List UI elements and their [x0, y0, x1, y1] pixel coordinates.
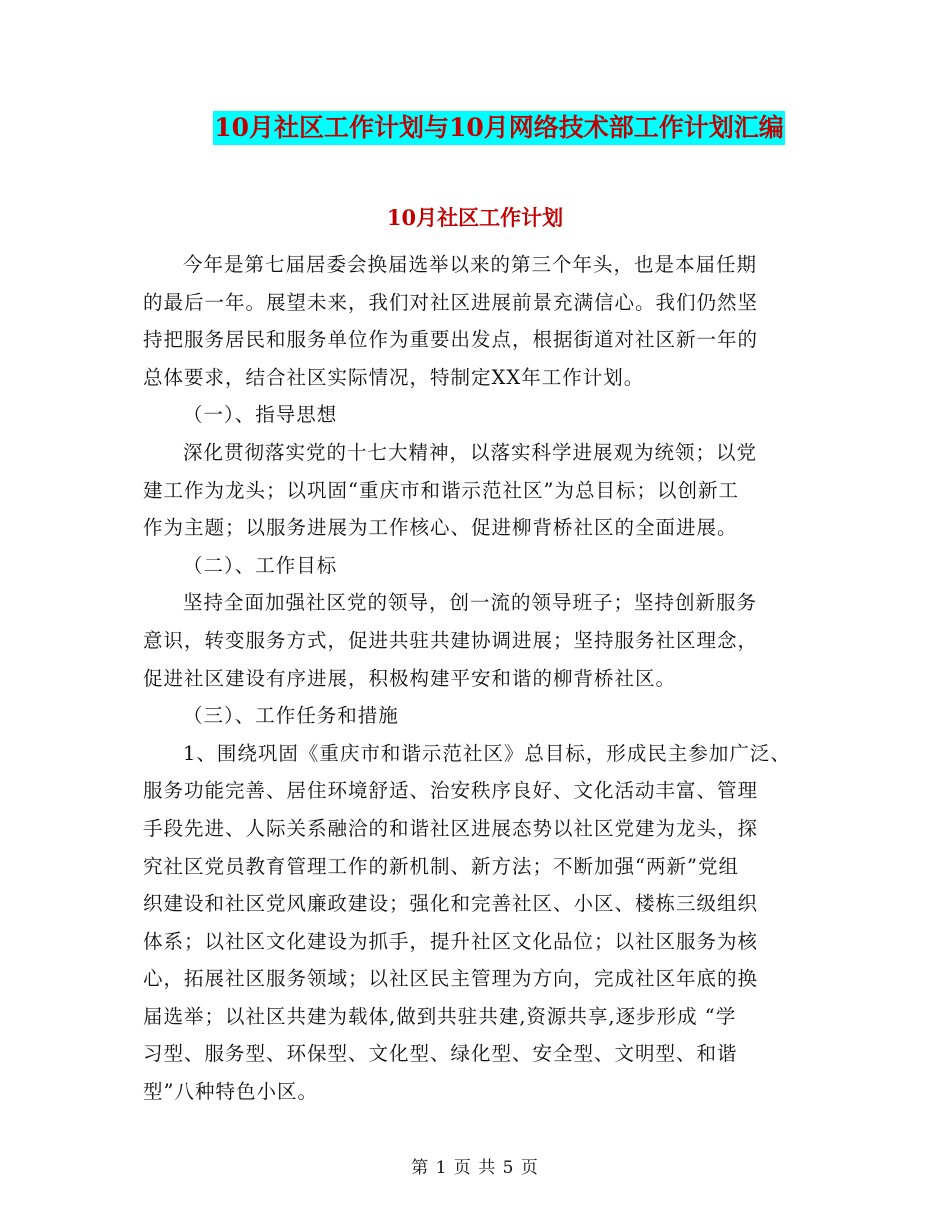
paragraph-line: （三）、工作任务和措施	[183, 704, 399, 728]
paragraph-line: 作为主题；以服务进展为工作核心、促进柳背桥社区的全面进展。	[143, 516, 738, 540]
paragraph-line: 织建设和社区党风廉政建设；强化和完善社区、小区、楼栋三级组织	[143, 892, 759, 916]
paragraph-line: 总体要求，结合社区实际情况，特制定XX年工作计划。	[143, 365, 645, 389]
document-body	[143, 246, 803, 1111]
paragraph-line: 届选举；以社区共建为载体,做到共驻共建,资源共享,逐步形成 “学	[143, 1004, 737, 1028]
paragraph-line: 服务功能完善、居住环境舒适、治安秩序良好、文化活动丰富、管理	[143, 779, 759, 803]
paragraph-line: 心，拓展社区服务领域；以社区民主管理为方向，完成社区年底的换	[143, 967, 759, 991]
paragraph-line: 持把服务居民和服务单位作为重要出发点，根据街道对社区新一年的	[143, 328, 759, 352]
section-heading: 10月社区工作计划	[386, 205, 564, 230]
paragraph-line: 体系；以社区文化建设为抓手，提升社区文化品位；以社区服务为核	[143, 929, 759, 953]
paragraph-line: 1、围绕巩固《重庆市和谐示范社区》总目标，形成民主参加广泛、	[183, 741, 791, 765]
page-footer: 第 1 页 共 5 页	[411, 1158, 539, 1178]
paragraph-line: 手段先进、人际关系融洽的和谐社区进展态势以社区党建为龙头，探	[143, 816, 759, 840]
paragraph-line: 坚持全面加强社区党的领导，创一流的领导班子；坚持创新服务	[183, 591, 758, 615]
title-container	[0, 111, 950, 145]
paragraph-line: 的最后一年。展望未来，我们对社区进展前景充满信心。我们仍然坚	[143, 290, 759, 314]
paragraph-line: 意识，转变服务方式，促进共驻共建协调进展；坚持服务社区理念，	[143, 628, 759, 652]
paragraph-line: （一）、指导思想	[183, 403, 338, 427]
paragraph-line: 习型、服务型、环保型、文化型、绿化型、安全型、文明型、和谐	[143, 1042, 738, 1066]
paragraph-line: 深化贯彻落实党的十七大精神，以落实科学进展观为统领；以党	[183, 440, 758, 464]
paragraph-line: 型”八种特色小区。	[143, 1080, 318, 1104]
paragraph-line: 促进社区建设有序进展，积极构建平安和谐的柳背桥社区。	[143, 666, 677, 690]
document-title: 10月社区工作计划与10月网络技术部工作计划汇编	[213, 111, 785, 145]
paragraph-line: 建工作为龙头；以巩固“重庆市和谐示范社区”为总目标；以创新工	[143, 478, 739, 502]
paragraph-line: 究社区党员教育管理工作的新机制、新方法；不断加强“两新”党组	[143, 854, 739, 878]
paragraph-line: （二）、工作目标	[183, 553, 338, 577]
paragraph-line: 今年是第七届居委会换届选举以来的第三个年头，也是本届任期	[183, 253, 758, 276]
